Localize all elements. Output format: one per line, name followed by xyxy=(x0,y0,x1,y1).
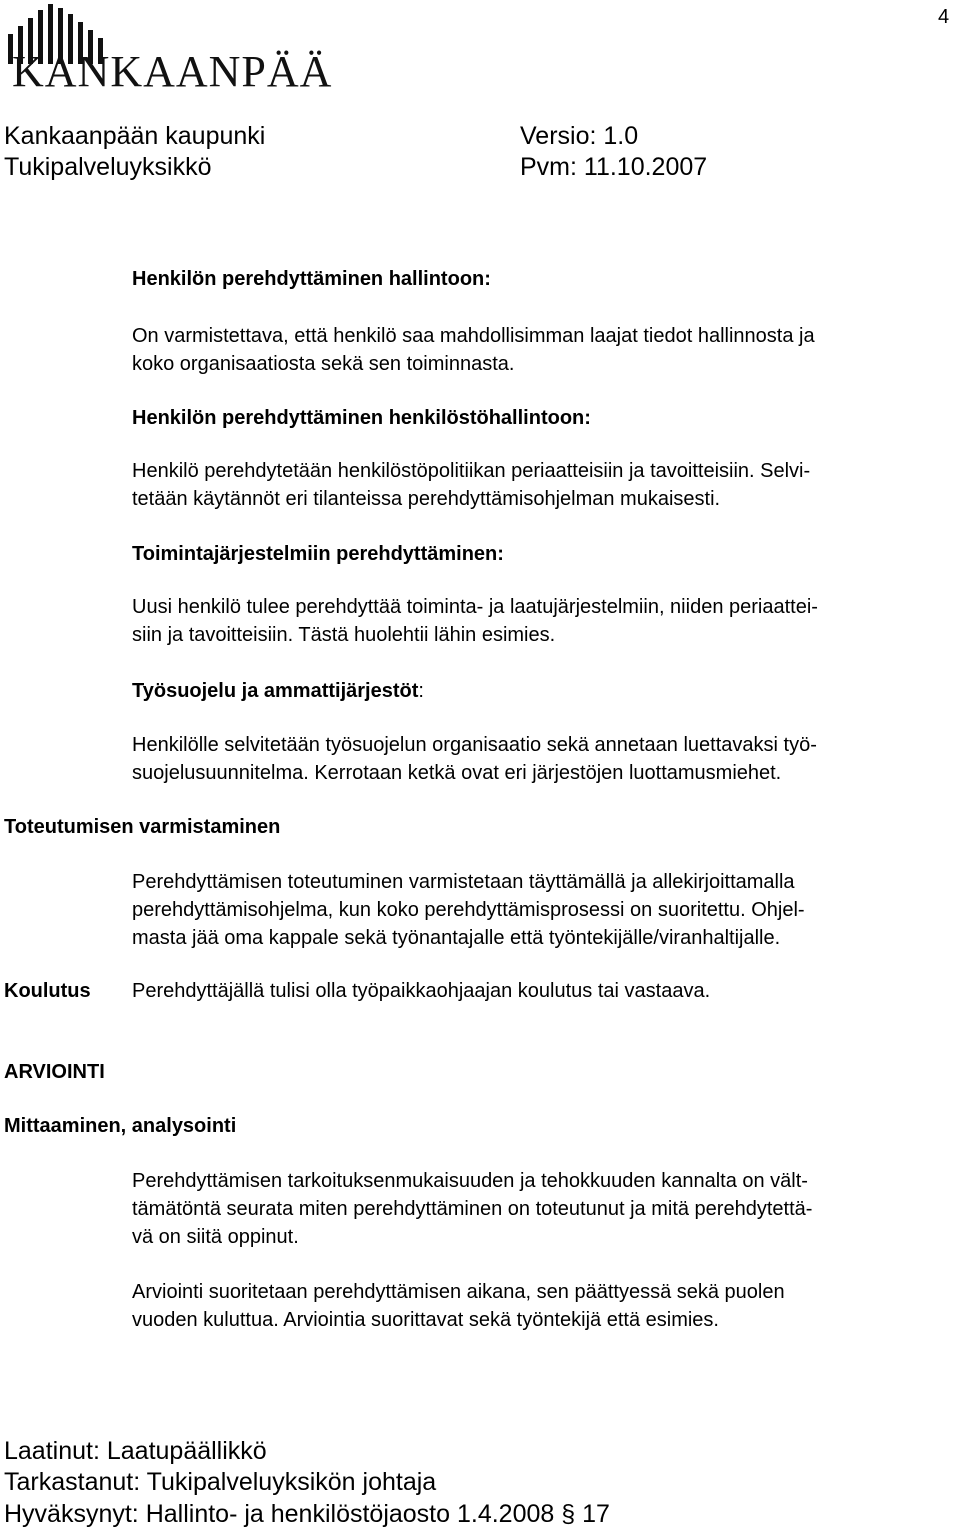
text-line: Perehdyttämisen tarkoituksenmukaisuuden ja tehokkuuden kannalta on vält- xyxy=(132,1170,808,1192)
footer-checked: Tarkastanut: Tukipalveluyksikön johtaja xyxy=(4,1468,437,1496)
footer-section-mark: § 17 xyxy=(561,1500,610,1528)
text-line: masta jää oma kappale sekä työnantajalle että työntekijälle/viranhaltijalle. xyxy=(132,927,781,949)
label-toteutuminen: Toteutumisen varmistaminen xyxy=(4,816,281,838)
text-line: koko organisaatiosta sekä sen toiminnasta. xyxy=(132,353,515,375)
text-line: Uusi henkilö tulee perehdyttää toiminta- ja laatujärjestelmiin, niiden periaattei- xyxy=(132,596,818,618)
text-line: Perehdyttämisen toteutuminen varmistetaan täyttämällä ja allekirjoittamalla xyxy=(132,871,795,893)
paragraph-koulutus: Perehdyttäjällä tulisi olla työpaikkaohjaajan koulutus tai vastaava. xyxy=(132,980,711,1002)
paragraph-mittaaminen-1 xyxy=(132,1167,952,1251)
section-title-hallinto: Henkilön perehdyttäminen hallintoon: xyxy=(132,268,491,290)
text-line: Arviointi suoritetaan perehdyttämisen aikana, sen päättyessä sekä puolen xyxy=(132,1281,785,1303)
paragraph-toimintajarjestelmat xyxy=(132,593,952,649)
section-title-toimintajarjestelmat: Toimintajärjestelmiin perehdyttäminen: xyxy=(132,543,504,565)
title-colon: : xyxy=(418,680,424,702)
text-line: suojelusuunnitelma. Kerrotaan ketkä ovat eri järjestöjen luottamusmiehet. xyxy=(132,762,782,784)
paragraph-toteutuminen xyxy=(132,868,952,952)
text-line: Henkilölle selvitetään työsuojelun organisaatio sekä annetaan luettavaksi työ- xyxy=(132,734,817,756)
logo-wordmark: KANKAANPÄÄ xyxy=(12,47,333,96)
header-version: Versio: 1.0 xyxy=(520,122,639,150)
header-org: Kankaanpään kaupunki xyxy=(4,122,266,150)
text-line: tämätöntä seurata miten perehdyttäminen on toteutunut ja mitä perehdytettä- xyxy=(132,1198,813,1220)
section-title-henkilosto: Henkilön perehdyttäminen henkilöstöhallintoon: xyxy=(132,407,591,429)
label-koulutus: Koulutus xyxy=(4,980,91,1002)
section-title-tyosuojelu xyxy=(132,678,424,705)
page-number: 4 xyxy=(938,6,950,28)
heading-arviointi: ARVIOINTI xyxy=(4,1061,105,1083)
header-unit: Tukipalveluyksikkö xyxy=(4,153,212,181)
footer-approved xyxy=(4,1499,610,1530)
text-line: vuoden kuluttua. Arviointia suorittavat sekä työntekijä että esimies. xyxy=(132,1309,719,1331)
text-line: vä on siitä oppinut. xyxy=(132,1226,299,1248)
text-line: siin ja tavoitteisiin. Tästä huolehtii lähin esimies. xyxy=(132,624,556,646)
text-line: On varmistettava, että henkilö saa mahdollisimman laajat tiedot hallinnosta ja xyxy=(132,325,815,347)
footer-approved-text: Hyväksynyt: Hallinto- ja henkilöstöjaosto 1.4.2008 xyxy=(4,1500,555,1528)
section-title-text: Työsuojelu ja ammattijärjestöt xyxy=(132,680,419,702)
paragraph-hallinto xyxy=(132,322,952,378)
paragraph-henkilosto xyxy=(132,457,952,513)
label-mittaaminen: Mittaaminen, analysointi xyxy=(4,1115,237,1137)
header-date: Pvm: 11.10.2007 xyxy=(520,153,708,181)
paragraph-mittaaminen-2 xyxy=(132,1278,952,1334)
paragraph-tyosuojelu xyxy=(132,731,952,787)
text-line: tetään käytännöt eri tilanteissa perehdyttämisohjelman mukaisesti. xyxy=(132,488,721,510)
footer-created: Laatinut: Laatupäällikkö xyxy=(4,1437,267,1465)
text-line: perehdyttämisohjelma, kun koko perehdyttämisprosessi on suoritettu. Ohjel- xyxy=(132,899,805,921)
text-line: Henkilö perehdytetään henkilöstöpolitiikan periaatteisiin ja tavoitteisiin. Selvi- xyxy=(132,460,811,482)
city-logo xyxy=(4,2,344,96)
